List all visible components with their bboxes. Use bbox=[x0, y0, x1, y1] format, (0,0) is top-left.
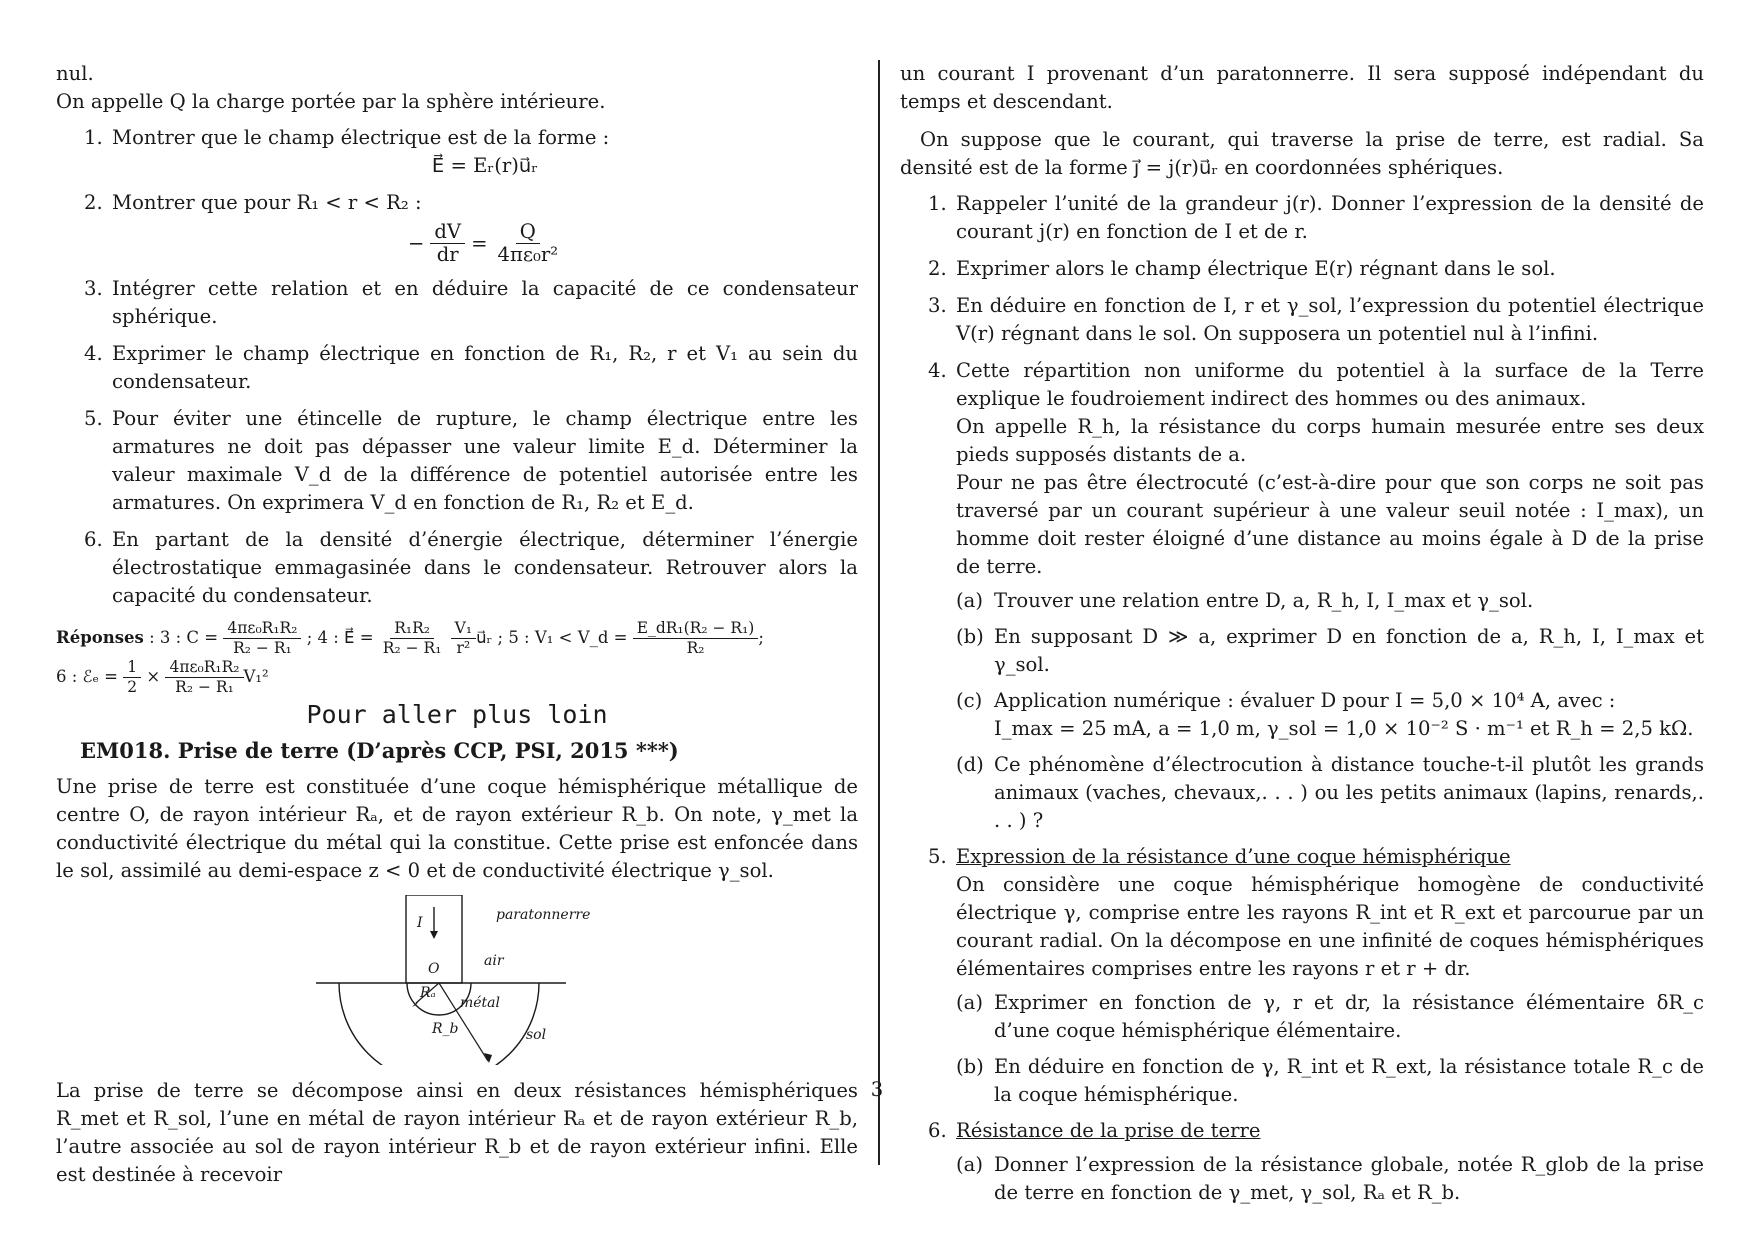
question-r5 bbox=[900, 843, 1704, 983]
question-text: On considère une coque hémisphérique homogène de conductivité électrique γ, comprise entre les rayons R_int et R_ext et parcourue par un courant radial. On la décompose en une infinité de coques hémisphériques élémentaires comprises entre les rayons r et r + dr. bbox=[956, 873, 1704, 980]
eq-equals: = bbox=[471, 231, 488, 255]
frac-den: R₂ − R₁ bbox=[233, 639, 292, 657]
frac-num: 1 bbox=[123, 658, 141, 678]
subquestion-letter: (b) bbox=[956, 1055, 984, 1078]
frac-den: r² bbox=[456, 639, 471, 657]
section-title: Pour aller plus loin bbox=[306, 700, 608, 729]
question-r1 bbox=[900, 190, 1704, 246]
question-text: En partant de la densité d’énergie électrique, déterminer l’énergie électrostatique emmagasinée dans le condensateur. Retrouver alors la capacité du condensateur. bbox=[112, 528, 858, 607]
question-text: Intégrer cette relation et en déduire la capacité de ce condensateur sphérique. bbox=[112, 277, 858, 328]
question-r6 bbox=[900, 1117, 1704, 1145]
column-divider bbox=[878, 60, 880, 1165]
question-text: Exprimer le champ électrique en fonction de R₁, R₂, r et V₁ au sein du condensateur. bbox=[112, 342, 858, 393]
question-text: Exprimer alors le champ électrique E(r) régnant dans le sol. bbox=[956, 257, 1556, 280]
subquestion-letter: (a) bbox=[956, 1153, 983, 1176]
equation-potential bbox=[112, 221, 858, 266]
answer-6-times: × bbox=[146, 667, 161, 686]
frac-den: 2 bbox=[127, 678, 138, 696]
page-number: 3 bbox=[870, 1078, 884, 1101]
answer-6-label: 6 : ℰₑ = bbox=[56, 667, 118, 686]
subquestion-4c bbox=[956, 687, 1704, 743]
question-text: Montrer que pour R₁ < r < R₂ : bbox=[112, 191, 422, 214]
subquestion-letter: (b) bbox=[956, 625, 984, 648]
subquestion-text: Exprimer en fonction de γ, r et dr, la résistance élémentaire δR_c d’une coque hémisphérique élémentaire. bbox=[994, 991, 1704, 1042]
question-number: 1. bbox=[84, 126, 103, 149]
left-column bbox=[56, 60, 858, 1189]
question-number: 2. bbox=[928, 257, 947, 280]
label-O: O bbox=[428, 961, 440, 977]
question-number: 5. bbox=[84, 407, 103, 430]
question-r4 bbox=[900, 357, 1704, 581]
subquestion-6a bbox=[956, 1151, 1704, 1207]
question-text: On appelle R_h, la résistance du corps humain mesurée entre ses deux pieds supposés distants de a. bbox=[956, 415, 1704, 466]
subquestion-4b bbox=[956, 623, 1704, 679]
frac-num: 4πε₀R₁R₂ bbox=[165, 658, 243, 678]
answer-5-end: ; bbox=[758, 628, 764, 647]
question-text: Cette répartition non uniforme du potentiel à la surface de la Terre explique le foudroiement indirect des hommes ou des animaux. bbox=[956, 359, 1704, 410]
frac-num: 4πε₀R₁R₂ bbox=[223, 619, 301, 639]
answer-6-end: V₁² bbox=[243, 667, 269, 686]
question-text: Pour éviter une étincelle de rupture, le champ électrique entre les armatures ne doit pas dépasser une valeur limite E_d. Déterminer la valeur maximale V_d de la différence de potentiel autorisée entre les armatures. On exprimera V_d en fonction de R₁, R₂ et E_d. bbox=[112, 407, 858, 514]
question-number: 4. bbox=[928, 359, 947, 382]
eq-den: dr bbox=[436, 243, 459, 266]
label-Ra: Rₐ bbox=[420, 985, 436, 1001]
subquestion-text: En supposant D ≫ a, exprimer D en fonction de a, R_h, I, I_max et γ_sol. bbox=[994, 625, 1704, 676]
question-number: 3. bbox=[928, 294, 947, 317]
question-text: En déduire en fonction de I, r et γ_sol, l’expression du potentiel électrique V(r) régnant dans le sol. On supposera un potentiel nul à l’infini. bbox=[956, 294, 1704, 345]
question-3 bbox=[56, 275, 858, 331]
question-1 bbox=[56, 124, 858, 180]
question-number: 4. bbox=[84, 342, 103, 365]
frac-den: R₂ bbox=[686, 639, 705, 657]
subquestion-letter: (d) bbox=[956, 753, 984, 776]
question-2 bbox=[56, 189, 858, 266]
label-sol: sol bbox=[526, 1027, 547, 1043]
subquestion-letter: (c) bbox=[956, 689, 983, 712]
question-text: Rappeler l’unité de la grandeur j(r). Donner l’expression de la densité de courant j(r) en fonction de I et de r. bbox=[956, 192, 1704, 243]
subquestion-5a bbox=[956, 989, 1704, 1045]
label-air: air bbox=[484, 953, 504, 969]
question-6 bbox=[56, 526, 858, 610]
text-after-figure: La prise de terre se décompose ainsi en deux résistances hémisphériques R_met et R_sol, l’une en métal de rayon intérieur Rₐ et de rayon extérieur R_b, l’autre associée au sol de rayon intérieur R_b et de rayon extérieur infini. Elle est destinée à recevoir bbox=[56, 1079, 858, 1186]
subquestion-4d bbox=[956, 751, 1704, 835]
answers-label: Réponses bbox=[56, 628, 144, 647]
frac-num: R₁R₂ bbox=[390, 619, 434, 639]
exercise-title: EM018. Prise de terre (D’après CCP, PSI, 2015 ***) bbox=[80, 738, 679, 763]
subquestion-text: Application numérique : évaluer D pour I = 5,0 × 10⁴ A, avec : bbox=[994, 689, 1616, 712]
question-r2 bbox=[900, 255, 1704, 283]
right-column bbox=[900, 60, 1704, 1215]
exercise-intro: Une prise de terre est constituée d’une coque hémisphérique métallique de centre O, de rayon intérieur Rₐ, et de rayon extérieur R_b. On note, γ_met la conductivité électrique du métal qui la constitue. Cette prise est enfoncée dans le sol, assimilé au demi-espace z < 0 et de conductivité électrique γ_sol. bbox=[56, 775, 858, 882]
label-Rb: R_b bbox=[432, 1021, 459, 1037]
question-number: 3. bbox=[84, 277, 103, 300]
subquestion-text: Trouver une relation entre D, a, R_h, I, I_max et γ_sol. bbox=[994, 589, 1534, 612]
frac-den: R₂ − R₁ bbox=[175, 678, 234, 696]
question-title: Résistance de la prise de terre bbox=[956, 1119, 1261, 1142]
question-number: 1. bbox=[928, 192, 947, 215]
text-continuation: un courant I provenant d’un paratonnerre. Il sera supposé indépendant du temps et descendant. bbox=[900, 62, 1704, 113]
subquestion-text: Ce phénomène d’électrocution à distance touche-t-il plutôt les grands animaux (vaches, chevaux,. . . ) ou les petits animaux (lapins, renards,. . . ) ? bbox=[994, 753, 1704, 832]
label-I: I bbox=[417, 915, 423, 931]
answer-3-label: : 3 : C = bbox=[149, 628, 219, 647]
subquestion-4a bbox=[956, 587, 1704, 615]
label-paratonnerre: paratonnerre bbox=[496, 907, 591, 923]
subquestion-text: I_max = 25 mA, a = 1,0 m, γ_sol = 1,0 × 10⁻² S · m⁻¹ et R_h = 2,5 kΩ. bbox=[994, 717, 1694, 740]
answer-4-label: ; 4 : E⃗ = bbox=[306, 628, 374, 647]
text-radial-current: On suppose que le courant, qui traverse la prise de terre, est radial. Sa densité est de la forme j⃗ = j(r)u⃗ᵣ en coordonnées sphériques. bbox=[900, 128, 1704, 179]
question-number: 5. bbox=[928, 845, 947, 868]
question-number: 6. bbox=[84, 528, 103, 551]
question-title: Expression de la résistance d’une coque hémisphérique bbox=[956, 845, 1511, 868]
subquestion-letter: (a) bbox=[956, 589, 983, 612]
text-charge: On appelle Q la charge portée par la sphère intérieure. bbox=[56, 90, 606, 113]
eq-den: 4πε₀r² bbox=[497, 243, 559, 266]
eq-minus: − bbox=[407, 231, 425, 255]
subquestion-text: En déduire en fonction de γ, R_int et R_ext, la résistance totale R_c de la coque hémisphérique. bbox=[994, 1055, 1704, 1106]
eq-num: dV bbox=[430, 221, 465, 244]
answer-4-unit: u⃗ᵣ bbox=[476, 628, 493, 647]
subquestion-letter: (a) bbox=[956, 991, 983, 1014]
eq-num: Q bbox=[516, 221, 540, 244]
question-4 bbox=[56, 340, 858, 396]
question-number: 6. bbox=[928, 1119, 947, 1142]
question-5 bbox=[56, 405, 858, 517]
answers-block bbox=[56, 619, 858, 697]
question-number: 2. bbox=[84, 191, 103, 214]
question-text: Pour ne pas être électrocuté (c’est-à-dire pour que son corps ne soit pas traversé par un courant supérieur à une valeur seuil notée : I_max), un homme doit rester éloigné d’une distance au moins égale à D de la prise de terre. bbox=[956, 471, 1704, 578]
text-nul: nul. bbox=[56, 62, 94, 85]
question-text: Montrer que le champ électrique est de la forme : bbox=[112, 126, 610, 149]
frac-num: E_dR₁(R₂ − R₁) bbox=[633, 619, 759, 639]
question-r3 bbox=[900, 292, 1704, 348]
frac-den: R₂ − R₁ bbox=[382, 639, 442, 657]
figure-ground-electrode bbox=[56, 895, 858, 1065]
label-metal: métal bbox=[460, 995, 501, 1011]
frac-num: V₁ bbox=[451, 619, 476, 639]
equation-field-form: E⃗ = Eᵣ(r)u⃗ᵣ bbox=[431, 154, 539, 177]
answer-5-label: ; 5 : V₁ < V_d = bbox=[497, 628, 628, 647]
subquestion-text: Donner l’expression de la résistance globale, notée R_glob de la prise de terre en fonction de γ_met, γ_sol, Rₐ et R_b. bbox=[994, 1153, 1704, 1204]
